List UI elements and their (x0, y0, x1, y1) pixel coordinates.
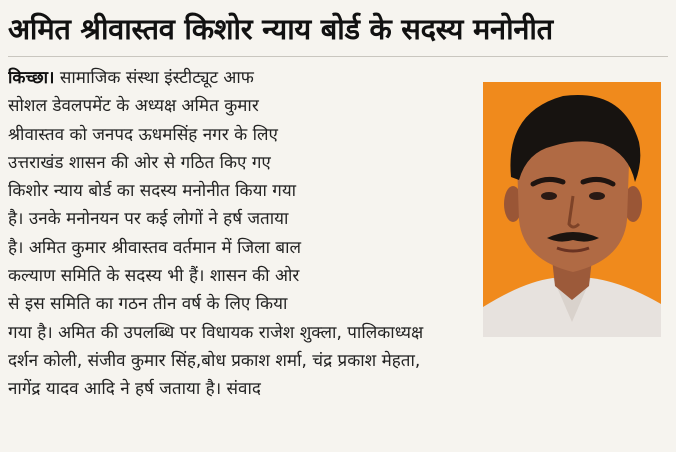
body-line-1-text: सामाजिक संस्था इंस्टीट्यूट आफ (54, 68, 254, 88)
body-line-5: किशोर न्याय बोर्ड का सदस्य मनोनीत किया गया (8, 181, 297, 202)
body-line-6: है। उनके मनोनयन पर कई लोगों ने हर्ष जताया (8, 209, 289, 230)
body-line-12: नागेंद्र यादव आदि ने हर्ष जताया है। संवाद (8, 379, 261, 400)
dateline: किच्छा। (8, 68, 55, 88)
body-line-9: से इस समिति का गठन तीन वर्ष के लिए किया (8, 294, 288, 315)
body-line-1 (8, 64, 478, 92)
body-line-7: है। अमित कुमार श्रीवास्तव वर्तमान में जिला बाल (8, 237, 302, 258)
left-eye (541, 192, 557, 200)
article-body (8, 64, 478, 404)
headline: अमित श्रीवास्तव किशोर न्याय बोर्ड के सदस्य मनोनीत (8, 12, 553, 46)
headline-divider (8, 56, 668, 57)
body-line-8: कल्याण समिति के सदस्य भी हैं। शासन की ओर (8, 266, 300, 287)
right-eye (589, 192, 605, 200)
body-line-3: श्रीवास्तव को जनपद ऊधमसिंह नगर के लिए (8, 124, 278, 145)
portrait-illustration (483, 82, 661, 337)
body-line-10: गया है। अमित की उपलब्धि पर विधायक राजेश शुक्ला, पालिकाध्यक्ष (8, 322, 424, 343)
body-line-2: सोशल डेवलपमेंट के अध्यक्ष अमित कुमार (8, 96, 259, 117)
body-line-11: दर्शन कोली, संजीव कुमार सिंह,बोध प्रकाश शर्मा, चंद्र प्रकाश मेहता, (8, 350, 421, 371)
body-line-4: उत्तराखंड शासन की ओर से गठित किए गए (8, 152, 271, 173)
portrait-photo (483, 82, 661, 337)
